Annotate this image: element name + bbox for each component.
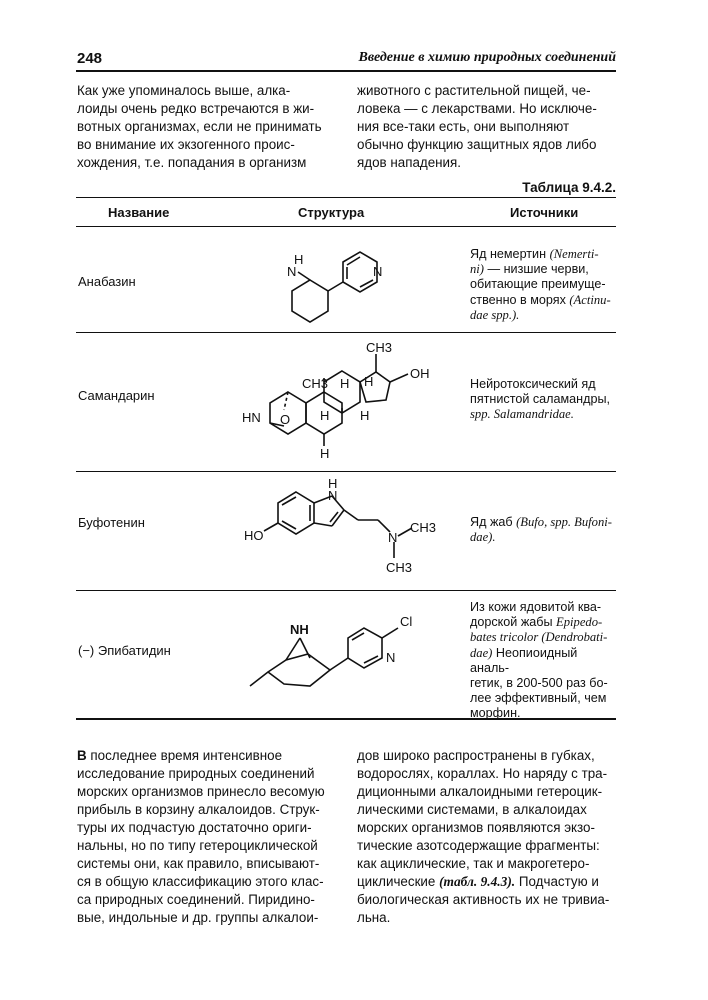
samandarine-h3-label: H <box>360 408 370 423</box>
row-name-bufotenine: Буфотенин <box>78 515 145 530</box>
bufotenine-source-text-a: Яд жаб <box>470 515 517 529</box>
epibatidine-cl-label: Cl <box>400 614 413 629</box>
samandarine-source-text-a: Нейротоксический яд пятнистой саламандры, <box>470 377 611 407</box>
running-title: Введение в химию природных соединений <box>358 50 616 65</box>
anabasine-source-text-a: Яд немертин <box>470 247 550 261</box>
samandarine-h4-label: H <box>320 446 330 461</box>
anabasine-source-latin-a: (Nemerti- ni) <box>470 247 599 277</box>
table-top-rule <box>76 197 616 198</box>
page-number: 248 <box>77 50 103 67</box>
samandarine-h1-label: H <box>340 376 350 391</box>
samandarine-hn-label: HN <box>242 410 261 425</box>
table-caption: Таблица 9.4.2. <box>522 180 616 195</box>
anabasine-n-label: N <box>287 264 297 279</box>
row-rule-1 <box>76 332 616 333</box>
epibatidine-source-text-b: Неопиоидный аналь- гетик, в 200-500 раз бо- лее эффективный, чем морфин. <box>470 645 608 721</box>
row-source-anabasine <box>470 247 618 323</box>
row-source-epibatidine <box>470 600 618 722</box>
column-header-structure: Структура <box>298 205 365 220</box>
outro-right-text-b: Подчастую и биологическая активность их не тривиа- льна. <box>357 874 610 925</box>
bufotenine-structure <box>240 474 440 580</box>
outro-right-paragraph <box>357 747 616 927</box>
row-rule-2 <box>76 471 616 472</box>
bufotenine-amine-n-label: N <box>388 530 398 545</box>
row-name-epibatidine: (−) Эпибатидин <box>78 643 171 658</box>
bufotenine-source-latin-a: (Bufo, spp. Bufoni- dae). <box>470 515 612 545</box>
column-header-sources: Источники <box>510 205 579 220</box>
row-source-samandarine <box>470 377 618 423</box>
anabasine-h-label: H <box>294 252 304 267</box>
table-bottom-rule <box>76 718 616 720</box>
samandarine-ch3-top-label: CH3 <box>366 340 393 355</box>
intro-left-paragraph: Как уже упоминалось выше, алка- лоиды очень редко встречаются в жи- вотных организмах, если не принимать во внимание их экзогенного проис- хождения, т.е. попадания в организм <box>77 83 322 170</box>
outro-left-paragraph <box>77 747 335 927</box>
samandarine-h5-label: H <box>364 374 374 389</box>
epibatidine-source-text-a: Из кожи ядовитой ква- дорской жабы <box>470 600 602 630</box>
epibatidine-pyridine-n-label: N <box>386 650 396 665</box>
anabasine-structure <box>270 234 400 324</box>
bufotenine-ch3-a-label: CH3 <box>410 520 437 535</box>
outro-lead-letter: В <box>77 748 87 763</box>
samandarine-o-label: O <box>280 412 291 427</box>
epibatidine-source-latin-a: Epipedo- bates tricolor (Dendrobati- dae) <box>470 615 608 660</box>
bufotenine-indole-n-label: N <box>328 488 338 503</box>
row-rule-3 <box>76 590 616 591</box>
samandarine-h2-label: H <box>320 408 330 423</box>
bufotenine-nh-h-label: H <box>328 476 338 491</box>
outro-left-text: последнее время интенсивное исследование природных соединений морских организмов принесло весомую прибыль в корзину алкалоидов. Струк- туры их подчастую достаточно ориги- нальны, но по типу гетероциклической системы они, как правило, вписывают- ся в общую классификацию этого клас- са природных соединений. Пиридино- вые, индольные и др. группы алкалои- <box>77 748 325 925</box>
column-header-name: Название <box>108 205 170 220</box>
row-name-anabasine: Анабазин <box>78 274 136 289</box>
anabasine-pyridine-n-label: N <box>373 264 383 279</box>
intro-right-paragraph: животного с растительной пищей, че- ловека — с лекарствами. Но исключе- ния все-таки есть, они выполняют обычно функцию защитных ядов либо ядов нападения. <box>357 83 597 170</box>
samandarine-source-latin-a: spp. Salamandridae. <box>470 407 574 422</box>
anabasine-source-latin-b: (Actinu- dae spp.). <box>470 292 611 322</box>
samandarine-oh-label: OH <box>410 366 430 381</box>
row-name-samandarine: Самандарин <box>78 388 155 403</box>
table-header-rule <box>76 226 616 227</box>
row-source-bufotenine <box>470 515 618 545</box>
bufotenine-ch3-b-label: CH3 <box>386 560 413 575</box>
bufotenine-ho-label: HO <box>244 528 264 543</box>
epibatidine-structure <box>240 600 440 700</box>
anabasine-source-text-b: — низшие черви, обитающие преимуще- ственно в морях <box>470 262 606 307</box>
outro-table-reference: (табл. 9.4.3). <box>439 874 516 889</box>
header-rule <box>76 70 616 72</box>
outro-right-text-a: дов широко распространены в губках, водорослях, кораллах. Но наряду с тра- диционными алкалоидными гетероцик- лическими системами, в алкалоидах морских организмов появляются экзо- тические азотсодержащие фрагменты: как ациклические, так и макрогетеро- циклические <box>357 748 608 889</box>
samandarine-structure <box>240 338 440 466</box>
samandarine-ch3-mid-label: CH3 <box>302 376 329 391</box>
epibatidine-nh-label: NH <box>290 622 309 637</box>
